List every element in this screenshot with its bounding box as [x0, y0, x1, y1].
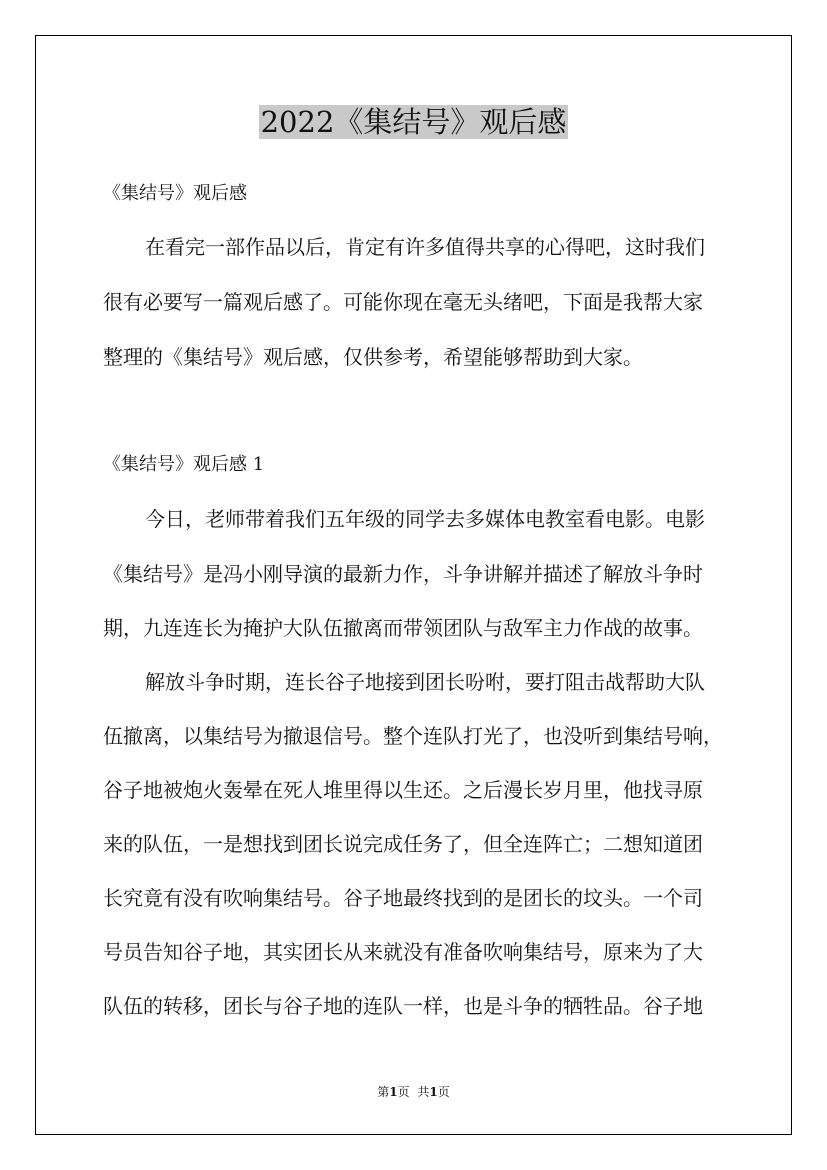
- paragraph2-line-5: 长究竟有没有吹响集结号。谷子地最终找到的是团长的坟头。一个司: [103, 886, 703, 910]
- document-title-text: 2022《集结号》观后感: [260, 105, 567, 139]
- paragraph2-line-3: 谷子地被炮火轰晕在死人堆里得以生还。之后漫长岁月里，他找寻原: [103, 778, 703, 802]
- paragraph2-line-6: 号员告知谷子地，其实团长从来就没有准备吹响集结号，原来为了大: [103, 940, 703, 964]
- total-suffix: 页: [437, 1085, 450, 1099]
- intro-heading: 《集结号》观后感: [103, 183, 247, 204]
- paragraph1-line-1: 今日，老师带着我们五年级的同学去多媒体电教室看电影。电影: [145, 507, 705, 531]
- paragraph2-line-4: 来的队伍，一是想找到团长说完成任务了，但全连阵亡；二想知道团: [103, 832, 703, 856]
- paragraph2-line-2: 伍撤离，以集结号为撤退信号。整个连队打光了，也没听到集结号响，: [103, 724, 723, 748]
- total-prefix: 共: [417, 1085, 430, 1099]
- total-pages: 1: [429, 1085, 438, 1099]
- intro-line-3: 整理的《集结号》观后感，仅供参考，希望能够帮助到大家。: [103, 345, 643, 369]
- page-prefix: 第: [377, 1085, 390, 1099]
- page-suffix: 页: [397, 1085, 410, 1099]
- intro-line-2: 很有必要写一篇观后感了。可能你现在毫无头绪吧，下面是我帮大家: [103, 290, 703, 314]
- page-number: 1: [389, 1085, 398, 1099]
- paragraph2-line-7: 队伍的转移，团长与谷子地的连队一样，也是斗争的牺牲品。谷子地: [103, 994, 703, 1018]
- paragraph1-line-2: 《集结号》是冯小刚导演的最新力作，斗争讲解并描述了解放斗争时: [103, 562, 703, 586]
- intro-line-1: 在看完一部作品以后，肯定有许多值得共享的心得吧，这时我们: [145, 235, 705, 259]
- section-heading: 《集结号》观后感 1: [103, 454, 265, 475]
- page-footer: [0, 1084, 827, 1100]
- paragraph2-line-1: 解放斗争时期，连长谷子地接到团长吩咐，要打阻击战帮助大队: [145, 670, 705, 694]
- paragraph1-line-3: 期，九连连长为掩护大队伍撤离而带领团队与敌军主力作战的故事。: [103, 616, 703, 640]
- document-title: [0, 102, 827, 142]
